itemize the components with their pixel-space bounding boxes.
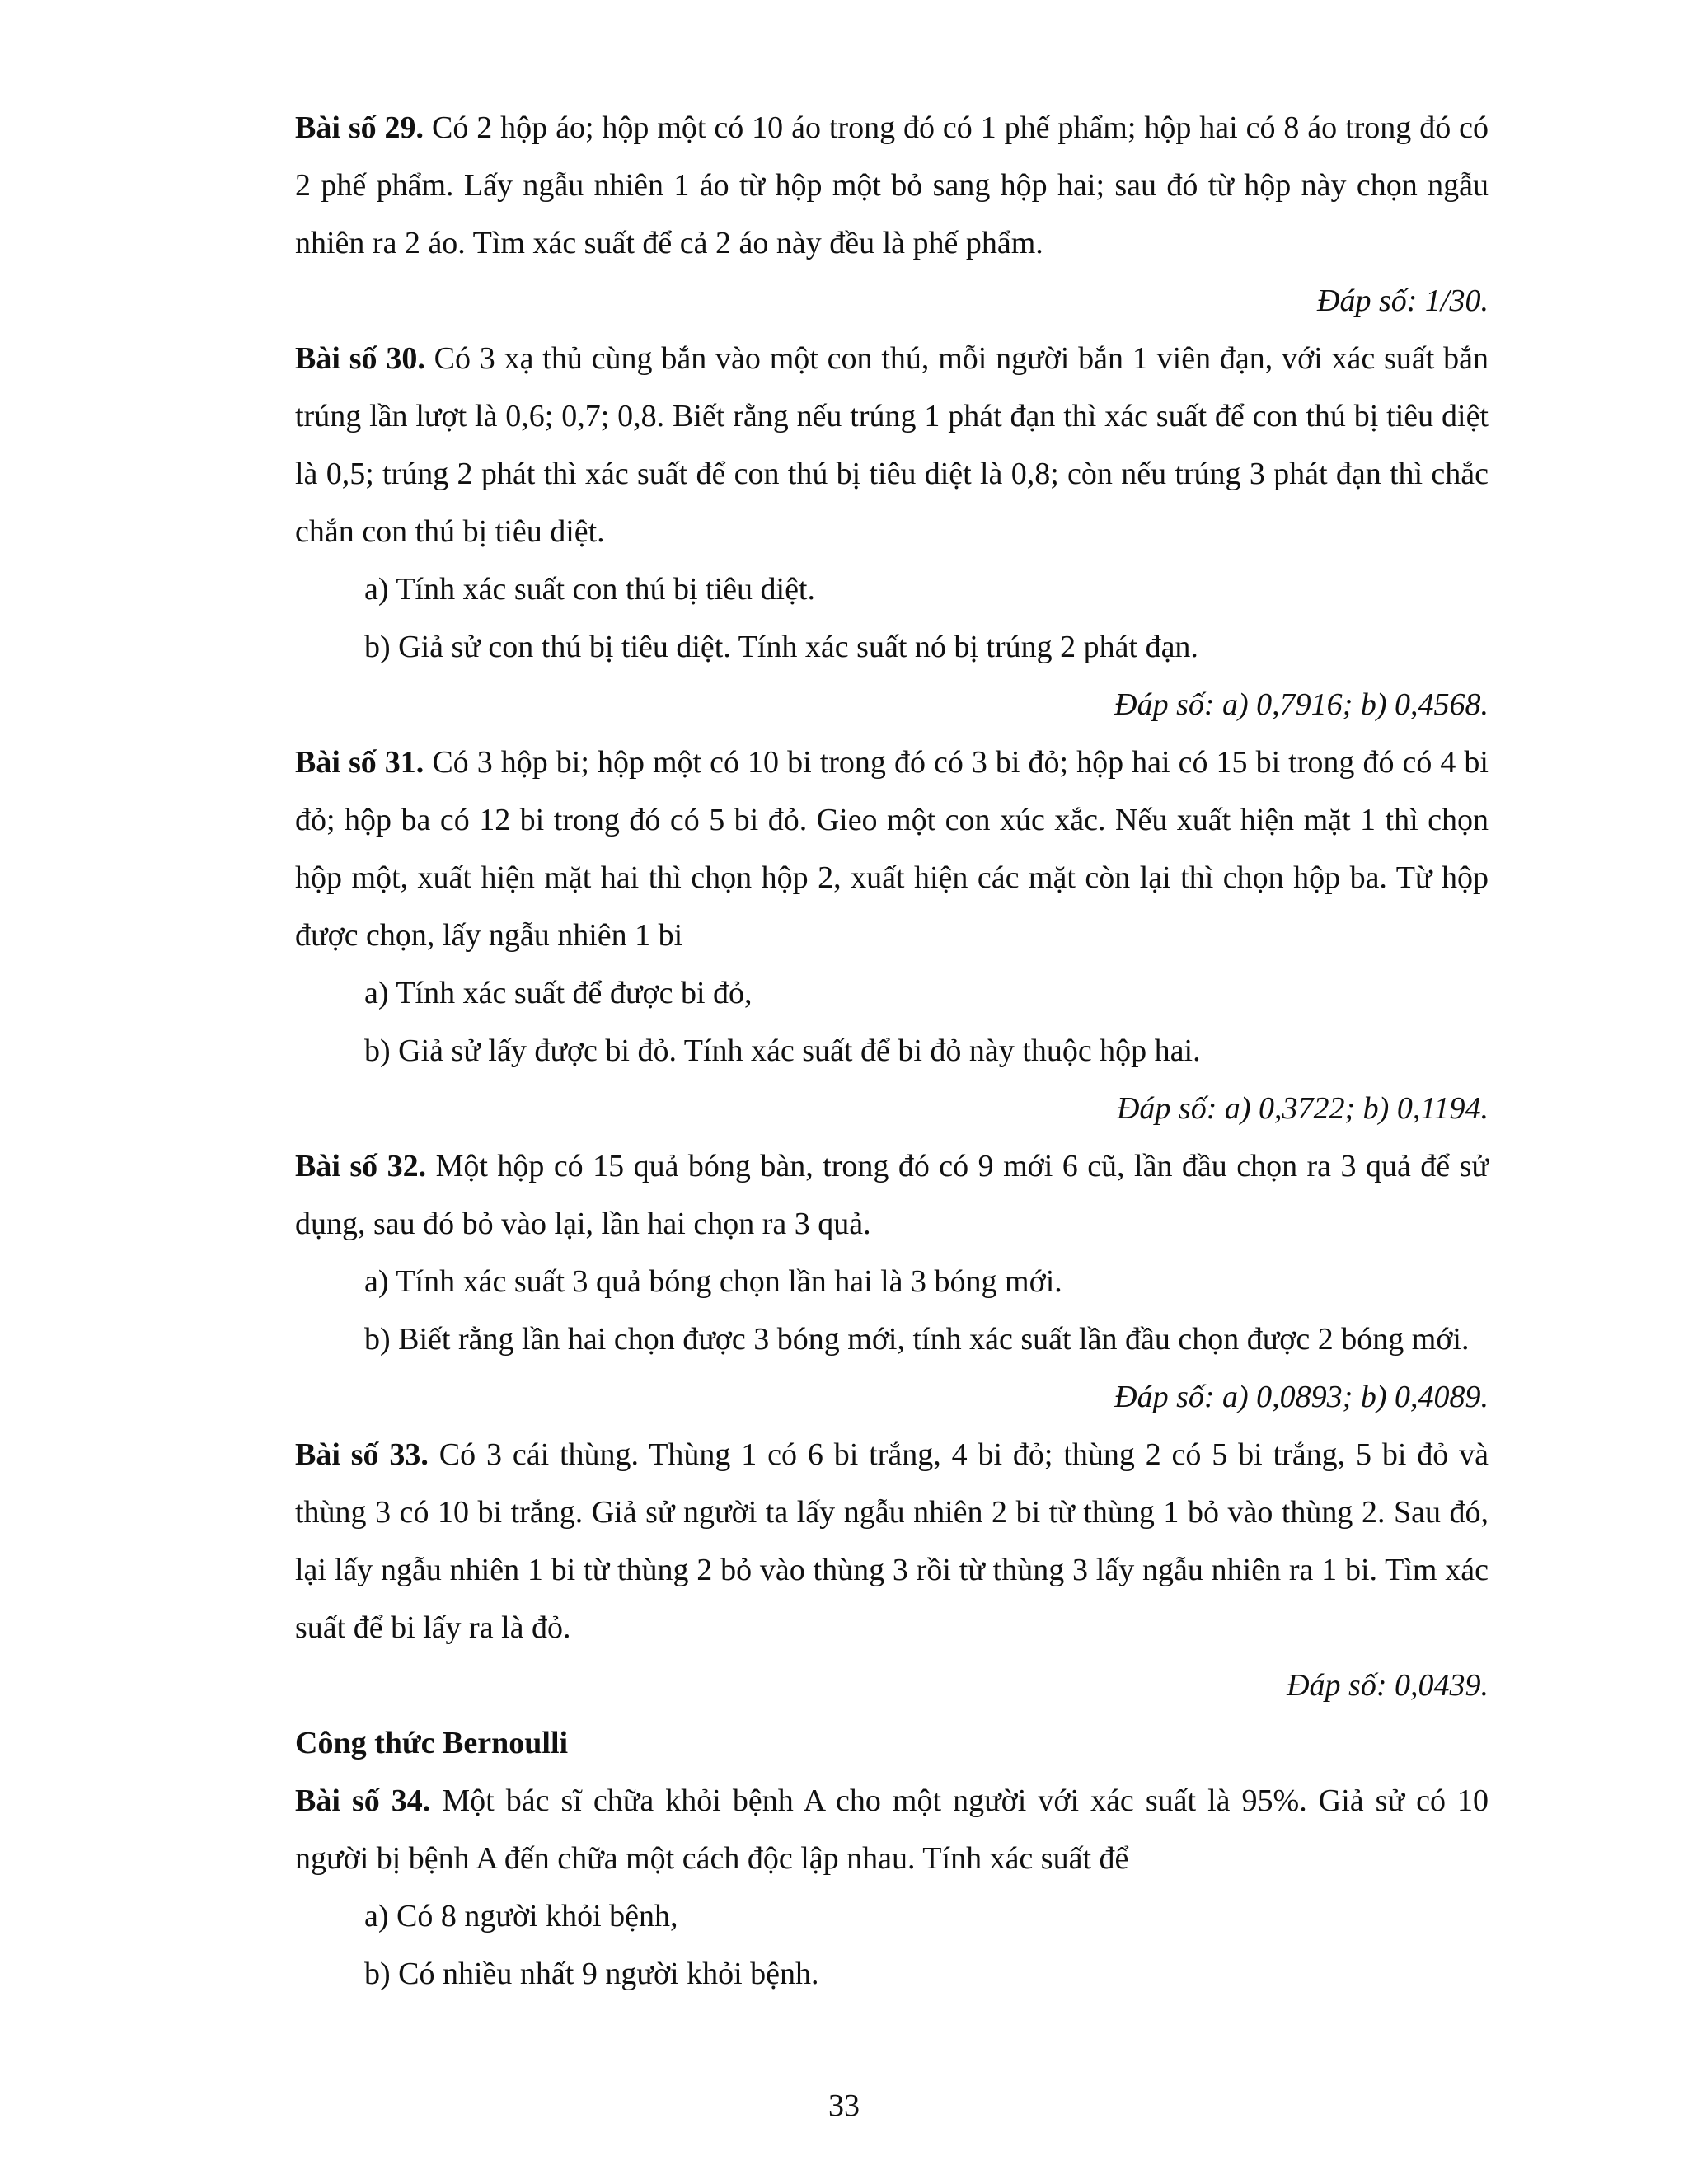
problem-31: [295, 733, 1489, 964]
problem-33-text: Có 3 cái thùng. Thùng 1 có 6 bi trắng, 4 bi đỏ; thùng 2 có 5 bi trắng, 5 bi đỏ và thùng 3 có 10 bi trắng. Giả sử người ta lấy ngẫu nhiên 2 bi từ thùng 1 bỏ vào thùng 2. Sau đó, lại lấy ngẫu nhiên 1 bi từ thùng 2 bỏ vào thùng 3 rồi từ thùng 3 lấy ngẫu nhiên ra 1 bi. Tìm xác suất để bi lấy ra là đỏ.: [295, 1437, 1489, 1645]
problem-29-answer: Đáp số: 1/30.: [1317, 284, 1489, 318]
problem-32-text: Một hộp có 15 quả bóng bàn, trong đó có 9 mới 6 cũ, lần đầu chọn ra 3 quả để sử dụng, sau đó bỏ vào lại, lần hai chọn ra 3 quả.: [295, 1149, 1489, 1241]
page-number: 33: [828, 2088, 860, 2123]
problem-30-text: Có 3 xạ thủ cùng bắn vào một con thú, mỗi người bắn 1 viên đạn, với xác suất bắn trúng lần lượt là 0,6; 0,7; 0,8. Biết rằng nếu trúng 1 phát đạn thì xác suất để con thú bị tiêu diệt là 0,5; trúng 2 phát thì xác suất để con thú bị tiêu diệt là 0,8; còn nếu trúng 3 phát đạn thì chắc chắn con thú bị tiêu diệt.: [295, 341, 1489, 549]
problem-29: [295, 99, 1489, 272]
problem-32-answer: Đáp số: a) 0,0893; b) 0,4089.: [1114, 1380, 1489, 1414]
problem-30-answer: Đáp số: a) 0,7916; b) 0,4568.: [1114, 687, 1489, 722]
problem-32-part-b: b) Biết rằng lần hai chọn được 3 bóng mới, tính xác suất lần đầu chọn được 2 bóng mới.: [364, 1322, 1470, 1357]
problem-30-part-b: b) Giả sử con thú bị tiêu diệt. Tính xác suất nó bị trúng 2 phát đạn.: [364, 630, 1198, 664]
problem-31-part-a: a) Tính xác suất để được bi đỏ,: [364, 976, 753, 1010]
document-page: [295, 99, 1489, 2003]
problem-34-part-a: a) Có 8 người khỏi bệnh,: [364, 1899, 678, 1933]
problem-34-text: Một bác sĩ chữa khỏi bệnh A cho một người với xác suất là 95%. Giả sử có 10 người bị bệnh A đến chữa một cách độc lập nhau. Tính xác suất để: [295, 1783, 1489, 1876]
problem-33-answer: Đáp số: 0,0439.: [1287, 1668, 1489, 1703]
problem-29-label: Bài số 29.: [295, 110, 424, 145]
problem-30-part-a: a) Tính xác suất con thú bị tiêu diệt.: [364, 572, 815, 607]
problem-34-label: Bài số 34.: [295, 1783, 431, 1818]
problem-34: [295, 1772, 1489, 1887]
problem-31-label: Bài số 31.: [295, 745, 424, 780]
section-heading: Công thức Bernoulli: [295, 1726, 569, 1760]
problem-33: [295, 1426, 1489, 1657]
problem-31-answer: Đáp số: a) 0,3722; b) 0,1194.: [1116, 1091, 1489, 1126]
problem-29-text: Có 2 hộp áo; hộp một có 10 áo trong đó có 1 phế phẩm; hộp hai có 8 áo trong đó có 2 phế phẩm. Lấy ngẫu nhiên 1 áo từ hộp một bỏ sang hộp hai; sau đó từ hộp này chọn ngẫu nhiên ra 2 áo. Tìm xác suất để cả 2 áo này đều là phế phẩm.: [295, 110, 1489, 260]
problem-33-label: Bài số 33.: [295, 1437, 429, 1472]
problem-32: [295, 1137, 1489, 1253]
problem-32-part-a: a) Tính xác suất 3 quả bóng chọn lần hai là 3 bóng mới.: [364, 1264, 1062, 1299]
problem-30-label: Bài số 30.: [295, 341, 425, 376]
problem-34-part-b: b) Có nhiều nhất 9 người khỏi bệnh.: [364, 1957, 819, 1991]
problem-32-label: Bài số 32.: [295, 1149, 427, 1183]
problem-30: [295, 330, 1489, 560]
problem-31-part-b: b) Giả sử lấy được bi đỏ. Tính xác suất để bi đỏ này thuộc hộp hai.: [364, 1033, 1201, 1068]
problem-31-text: Có 3 hộp bi; hộp một có 10 bi trong đó có 3 bi đỏ; hộp hai có 15 bi trong đó có 4 bi đỏ; hộp ba có 12 bi trong đó có 5 bi đỏ. Gieo một con xúc xắc. Nếu xuất hiện mặt 1 thì chọn hộp một, xuất hiện mặt hai thì chọn hộp 2, xuất hiện các mặt còn lại thì chọn hộp ba. Từ hộp được chọn, lấy ngẫu nhiên 1 bi: [295, 745, 1489, 953]
